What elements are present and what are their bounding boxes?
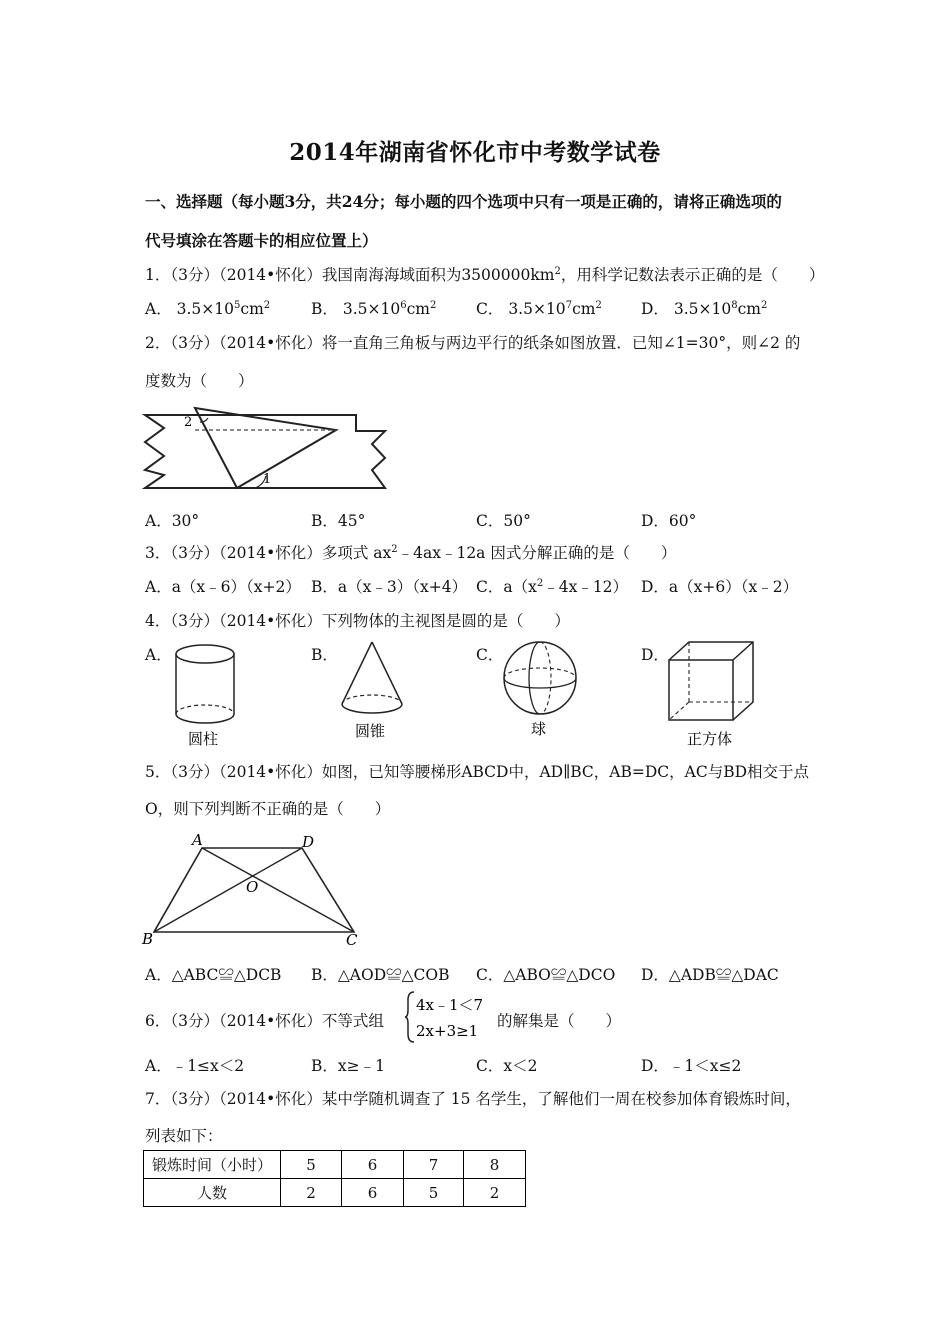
q4-option-d-label[interactable]: D． — [641, 646, 669, 664]
q6-stem-start: 6．（3分）（2014•怀化）不等式组 — [145, 1012, 384, 1030]
q5-option-d[interactable]: D．△ADB≌△DAC — [641, 966, 779, 984]
table-cell: 5 — [404, 1179, 464, 1207]
q1-option-d[interactable]: D． $3.5\times 10^8cm^2$ — [641, 300, 768, 318]
q4-option-a-label[interactable]: A． — [145, 646, 172, 664]
q2-stem-line2: 度数为（ ） — [145, 372, 254, 390]
table-cell: 锻炼时间（小时） — [144, 1151, 281, 1179]
q2-option-c[interactable]: C．50° — [476, 512, 531, 530]
angle2-label: 2 — [184, 415, 193, 430]
q5-stem-line2: O，则下列判断不正确的是（ ） — [145, 800, 391, 818]
cube-caption: 正方体 — [687, 730, 733, 748]
q6-stem-end: 的解集是（ ） — [497, 1012, 622, 1030]
cube-figure[interactable] — [665, 638, 760, 750]
q3-option-d[interactable]: D．a（x+6）（x﹣2） — [641, 578, 799, 596]
q5-option-c[interactable]: C．△ABO≌△DCO — [476, 966, 616, 984]
q1-option-b[interactable]: B． $3.5\times 10^6cm^2$ — [311, 300, 437, 318]
table-cell: 8 — [464, 1151, 526, 1179]
q6-option-b[interactable]: B．x≥﹣1 — [311, 1057, 385, 1075]
table-cell: 7 — [404, 1151, 464, 1179]
vertex-d-label: D — [302, 833, 315, 851]
vertex-b-label: B — [142, 930, 154, 948]
point-o-label: O — [246, 878, 259, 896]
table-cell: 6 — [342, 1179, 404, 1207]
q3-stem: 3．（3分）（2014•怀化）多项式 $ax^2﹣4ax﹣12a$ 因式分解正确的是（ ） — [145, 544, 677, 562]
table-cell: 2 — [464, 1179, 526, 1207]
q6-option-d[interactable]: D．﹣1＜x≤2 — [641, 1057, 742, 1075]
cone-caption: 圆锥 — [355, 722, 386, 740]
inequality-2: 2x+3≥1 — [416, 1022, 479, 1040]
q5-option-a[interactable]: A．△ABC≌△DCB — [145, 966, 282, 984]
table-row — [144, 1179, 526, 1207]
q7-stem-line2: 列表如下： — [145, 1127, 223, 1145]
sphere-caption: 球 — [531, 720, 547, 738]
q1-option-c[interactable]: C． $3.5\times 10^7cm^2$ — [476, 300, 602, 318]
q2-stem-line1: 2．（3分）（2014•怀化）将一直角三角板与两边平行的纸条如图放置．已知∠1=30°，则∠2 的 — [145, 334, 801, 352]
section-heading-line2: 代号填涂在答题卡的相应位置上） — [145, 231, 378, 250]
q2-option-b[interactable]: B．45° — [311, 512, 366, 530]
q4-option-c-label[interactable]: C． — [476, 646, 504, 664]
page-title: 2014年湖南省怀化市中考数学试卷 — [289, 139, 661, 166]
left-brace — [405, 992, 414, 1042]
q1-option-a[interactable]: A． $3.5\times 10^5cm^2$ — [145, 300, 271, 318]
q5-stem-line1: 5．（3分）（2014•怀化）如图，已知等腰梯形ABCD中，AD∥BC，AB=DC，AC与BD相交于点 — [145, 763, 810, 781]
q2-figure — [140, 400, 390, 495]
inequality-1: 4x﹣1＜7 — [416, 996, 484, 1014]
q2-option-a[interactable]: A．30° — [145, 512, 200, 530]
cone-figure[interactable] — [335, 638, 410, 746]
section-heading-line1: 一、选择题（每小题3分，共24分；每小题的四个选项中只有一项是正确的，请将正确选项的 — [145, 192, 782, 211]
q5-option-b[interactable]: B．△AOD≌△COB — [311, 966, 450, 984]
table-row — [144, 1151, 526, 1179]
cylinder-figure[interactable] — [170, 640, 240, 750]
q3-option-a[interactable]: A．a（x﹣6）（x+2） — [145, 578, 301, 596]
table-cell: 5 — [281, 1151, 342, 1179]
q4-option-b-label[interactable]: B． — [311, 646, 338, 664]
q5-trapezoid-figure — [140, 830, 370, 952]
diagonal-bd — [154, 848, 302, 932]
q3-option-c[interactable]: C．$a(x^2﹣4x﹣12)$ — [476, 578, 629, 596]
q6-inequality-system — [405, 990, 497, 1044]
sphere-figure[interactable] — [500, 638, 582, 743]
table-cell: 6 — [342, 1151, 404, 1179]
q7-data-table — [143, 1150, 526, 1207]
table-cell: 人数 — [144, 1179, 281, 1207]
vertex-a-label: A — [192, 831, 203, 849]
table-cell: 2 — [281, 1179, 342, 1207]
q1-stem: 1．（3分）（2014•怀化）我国南海海域面积为$3500000km^2$，用科学记数法表示正确的是（ ） — [145, 266, 825, 284]
q7-stem-line1: 7．（3分）（2014•怀化）某中学随机调查了 15 名学生，了解他们一周在校参加体育锻炼时间， — [145, 1090, 801, 1108]
q3-option-b[interactable]: B．a（x﹣3）（x+4） — [311, 578, 468, 596]
diagonal-ac — [202, 848, 354, 932]
q2-option-d[interactable]: D．60° — [641, 512, 697, 530]
q6-option-c[interactable]: C．x＜2 — [476, 1057, 538, 1075]
vertex-c-label: C — [346, 931, 358, 949]
angle1-label: 1 — [263, 472, 272, 487]
cylinder-caption: 圆柱 — [188, 730, 219, 748]
q6-option-a[interactable]: A．﹣1≤x＜2 — [145, 1057, 245, 1075]
q4-stem: 4．（3分）（2014•怀化）下列物体的主视图是圆的是（ ） — [145, 612, 570, 630]
